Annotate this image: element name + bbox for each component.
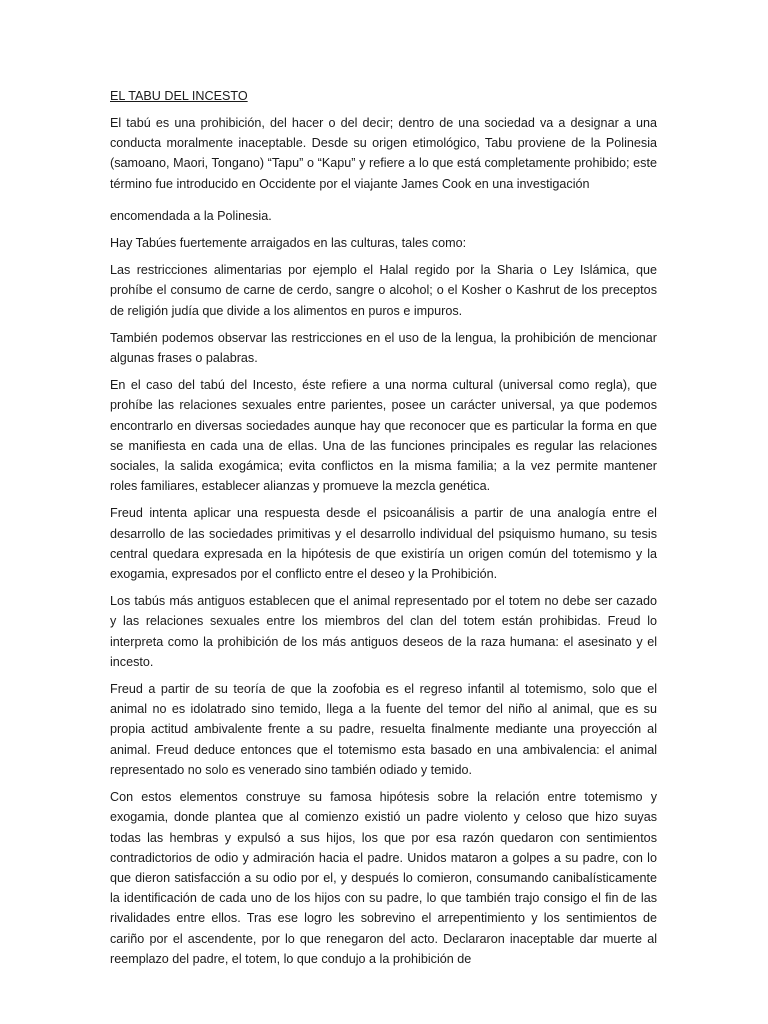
document-title: EL TABU DEL INCESTO — [110, 89, 248, 103]
paragraph-primal-horde: Con estos elementos construye su famosa hipótesis sobre la relación entre totemismo y exogamia, donde plantea que al comienzo existió un padre violento y celoso que hizo suyas todas las hembras y expulsó a sus hijos, los que por esa razón quedaron con sentimientos contradictorios de odio y admiración hacia el padre. Unidos mataron a golpes a su padre, con lo que dieron satisfacción a su odio por el, y después lo comieron, consumando canibalísticamente la identificación de cada uno de los hijos con su padre, lo que también trajo consigo el fin de las rivalidades entre ellos. Tras ese logro les sobrevino el arrepentimiento y los sentimientos de cariño por el ascendente, por lo que renegaron del acto. Declararon inaceptable dar muerte al reemplazo del padre, el totem, lo que condujo a la prohibición de — [110, 790, 657, 966]
paragraph-language-restrictions: También podemos observar las restricciones en el uso de la lengua, la prohibición de mencionar algunas frases o palabras. — [110, 330, 657, 366]
paragraph-definition-continued: encomendada a la Polinesia. — [110, 208, 272, 223]
paragraph-incest-taboo: En el caso del tabú del Incesto, éste refiere a una norma cultural (universal como regla), que prohíbe las relaciones sexuales entre parientes, posee un carácter universal, ya que podemos encontrarlo en diversas sociedades aunque hay que reconocer que es particular la forma en que se manifiesta en cada una de ellas. Una de las funciones principales es regular las relaciones sociales, la salida exogámica; evita conflictos en la misma familia; a la vez permite mantener roles familiares, establecer alianzas y promueve la mezcla genética. — [110, 378, 657, 494]
document-body — [110, 86, 657, 976]
paragraph-food-restrictions: Las restricciones alimentarias por ejemplo el Halal regido por la Sharia o Ley Islámica, que prohíbe el consumo de carne de cerdo, sangre o alcohol; o el Kosher o Kashrut de los preceptos de religión judía que divide a los alimentos en puros e impuros. — [110, 263, 657, 318]
paragraph-zoophobia: Freud a partir de su teoría de que la zoofobia es el regreso infantil al totemismo, solo que el animal no es idolatrado sino temido, llega a la fuente del temor del niño al animal, que es su propia actitud ambivalente frente a su padre, resuelta finalmente mediante una proyección al animal. Freud deduce entonces que el totemismo esta basado en una ambivalencia: el animal representado no solo es venerado sino también odiado y temido. — [110, 682, 657, 777]
paragraph-definition: El tabú es una prohibición, del hacer o del decir; dentro de una sociedad va a designar a una conducta moralmente inaceptable. Desde su origen etimológico, Tabu proviene de la Polinesia (samoano, Maori, Tongano) “Tapu” o “Kapu” y refiere a lo que está completamente prohibido; este término fue introducido en Occidente por el viajante James Cook en una investigación — [110, 116, 657, 191]
paragraph-oldest-taboos: Los tabús más antiguos establecen que el animal representado por el totem no debe ser cazado y las relaciones sexuales entre los miembros del clan del totem están prohibidas. Freud lo interpreta como la prohibición de los más antiguos deseos de la raza humana: el asesinato y el incesto. — [110, 594, 657, 669]
paragraph-freud-analogy: Freud intenta aplicar una respuesta desde el psicoanálisis a partir de una analogía entre el desarrollo de las sociedades primitivas y el desarrollo individual del psiquismo humano, su tesis central quedara expresada en la hipótesis de que existiría un origen común del totemismo y la exogamia, expresados por el conflicto entre el deseo y la Prohibición. — [110, 506, 657, 582]
paragraph-tabues-intro: Hay Tabúes fuertemente arraigados en las culturas, tales como: — [110, 236, 467, 251]
